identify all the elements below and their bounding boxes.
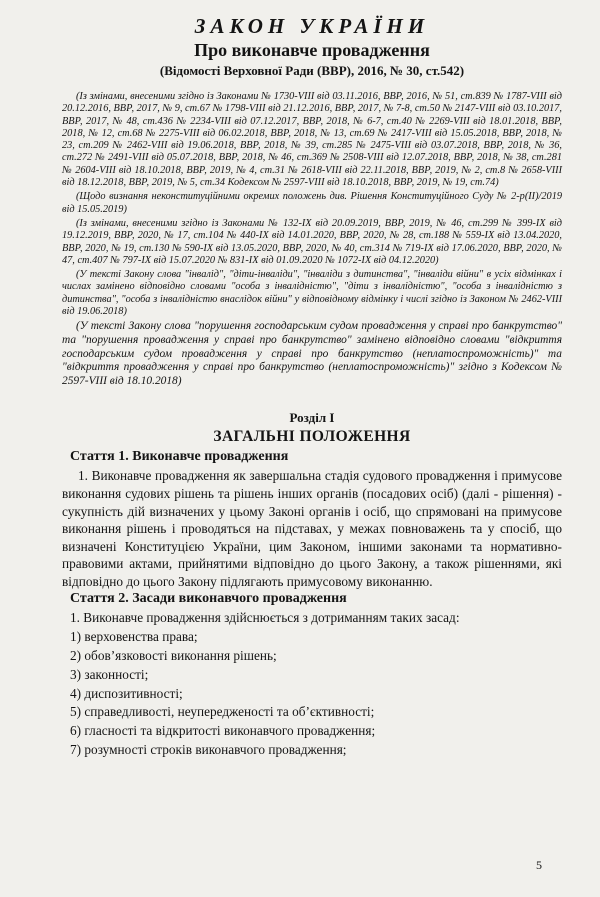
list-item: 4) диспозитивності; (70, 685, 183, 701)
list-item: 2) обов’язковості виконання рішень; (70, 648, 277, 664)
bankruptcy-terminology-note: (У тексті Закону слова "порушення господарським судом провадження у справі про банкрутство" та "порушення провадження у справі про банкрутство" замінено відповідно словами "відкриття господарським судом провадження у справі про банкрутство (неплатоспроможність)" та "відкриття провадження у справі про банкрутство (неплатоспроможність)" згідно з Кодексом № 2597-VIII від 18.10.2018) (62, 320, 562, 387)
amendments-note-2: (Із змінами, внесеними згідно із Законами № 132-IX від 20.09.2019, ВВР, 2019, № 46, ст.299 № 399-IX від 19.12.2019, ВВР, 2020, № 17, ст.104 № 440-IX від 14.01.2020, ВВР, 2020, № 28, ст.188 № 559-IX від 13.04.2020, ВВР, 2020, № 19, ст.130 № 590-IX від 13.05.2020, ВВР, 2020, № 40, ст.314 № 719-IX від 17.06.2020, ВВР, 2020, № 47, ст.407 № 797-IX від 15.07.2020 № 831-IX від 01.09.2020 № 1072-IX від 04.12.2020) (62, 217, 562, 266)
list-item: 1) верховенства права; (70, 629, 198, 645)
article-1-text: 1. Виконавче провадження як завершальна стадія судового провадження і примусове виконання судових рішень та рішень інших органів (посадових осіб) (далі - рішення) - сукупність дій визначених у цьому Законі органів і осіб, що спрямовані на примусове виконання рішень і проводяться на підставах, у межах повноважень та у спосіб, що визначені Конституцією України, цим Законом, іншими законами та нормативно-правовими актами, прийнятими відповідно до цього Закону, а також рішеннями, які відповідно до цього Закону підлягають примусовому виконанню. (62, 468, 562, 589)
article-1-title: Стаття 1. Виконавче провадження (70, 449, 289, 465)
law-source: (Відомості Верховної Ради (ВВР), 2016, № 30, ст.542) (159, 63, 465, 78)
list-item: 6) гласності та відкритості виконавчого провадження; (70, 723, 376, 739)
document-page (62, 14, 562, 760)
page-number: 5 (536, 858, 542, 872)
terminology-note: (У тексті Закону слова "інвалід", "діти-інваліди", "інваліди з дитинства", "інваліди війни" в усіх відмінках і числах замінено відповідно словами "особа з інвалідністю", "діти з інвалідністю", "особа з інвалідністю з дитинства", "особа з інвалідністю внаслідок війни" у відповідному відмінку і числі згідно із Законом № 2462-VIII від 19.06.2018) (62, 269, 562, 318)
section-title: ЗАГАЛЬНІ ПОЛОЖЕННЯ (213, 428, 411, 446)
law-name: Про виконавче провадження (194, 40, 430, 60)
list-item: 7) розумності строків виконавчого провадження; (70, 742, 347, 758)
article-2-intro: 1. Виконавче провадження здійснюється з дотриманням таких засад: (70, 610, 460, 626)
article-2-title: Стаття 2. Засади виконавчого провадження (70, 591, 347, 607)
amendments-note: (Із змінами, внесеними згідно із Законами № 1730-VIII від 03.11.2016, ВВР, 2016, № 51, ст.839 № 1787-VIII від 20.12.2016, ВВР, 2017, № 9, ст.67 № 1798-VIII від 21.12.2016, ВВР, 2017, № 7-8, ст.50 № 2147-VIII від 03.10.2017, ВВР, 2017, № 48, ст.436 № 2234-VIII від 07.12.2017, ВВР, 2018, № 6-7, ст.40 № 2269-VIII від 18.01.2018, ВВР, 2018, № 12, ст.68 № 2275-VIII від 06.02.2018, ВВР, 2018, № 13, ст.69 № 2417-VIII від 15.05.2018, ВВР, 2018, № 23, ст.209 № 2462-VIII від 19.06.2018, ВВР, 2018, № 39, ст.285 № 2475-VIII від 03.07.2018, ВВР, 2018, № 36, ст.272 № 2491-VIII від 05.07.2018, ВВР, 2018, № 46, ст.369 № 2508-VIII від 12.07.2018, ВВР, 2018, № 38, ст.281 № 2604-VIII від 18.10.2018, ВВР, 2019, № 4, ст.31 № 2618-VIII від 22.11.2018, ВВР, 2019, № 2, ст.8 № 2658-VIII від 18.12.2018, ВВР, 2019, № 5, ст.34 Кодексом № 2597-VIII від 18.10.2018, ВВР, 2019, № 19, ст.74) (62, 91, 562, 189)
list-item: 3) законності; (70, 666, 149, 682)
list-item: 5) справедливості, неупередженості та об’єктивності; (70, 704, 375, 720)
constitutional-court-note: (Щодо визнання неконституційними окремих положень див. Рішення Конституційного Суду № 2-р(II)/2019 від 15.05.2019) (62, 191, 562, 215)
section-number: Розділ I (289, 410, 335, 426)
law-type: ЗАКОН УКРАЇНИ (194, 14, 430, 38)
